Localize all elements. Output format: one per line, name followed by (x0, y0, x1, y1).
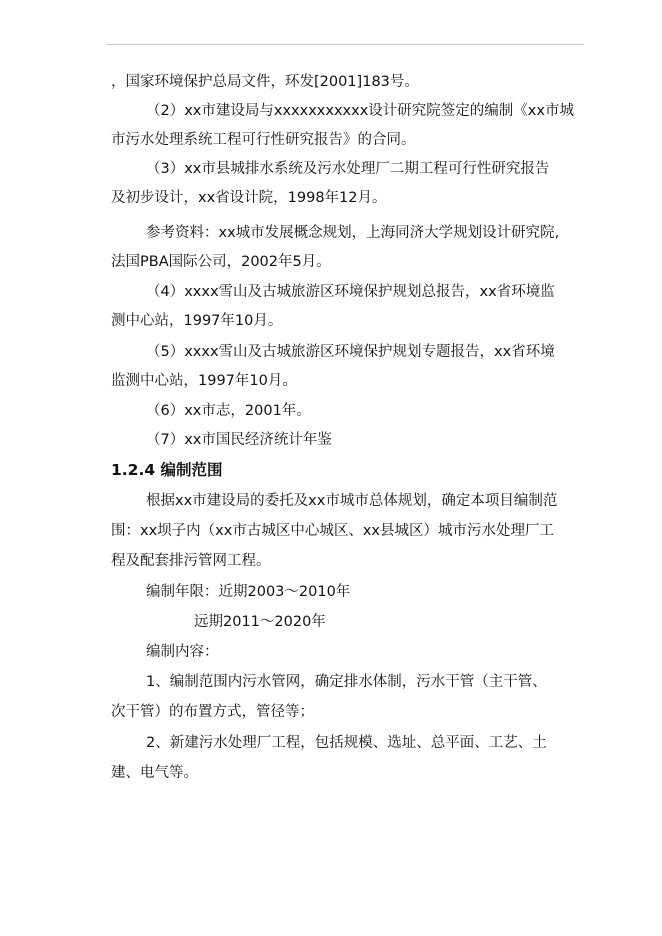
text-line: 次干管）的布置方式，管径等； (111, 704, 314, 720)
text-line: 法国PBA国际公司，2002年5月。 (111, 254, 331, 270)
text-line: （7）xx市国民经济统计年鉴 (146, 432, 332, 448)
text-line: 根据xx市建设局的委托及xx市城市总体规划，确定本项目编制范 (146, 493, 558, 509)
text-line: 2、新建污水处理厂工程，包括规模、选址、总平面、工艺、土 (146, 735, 547, 751)
text-line: （2）xx市建设局与xxxxxxxxxxx设计研究院签定的编制《xx市城 (146, 103, 574, 119)
text-line: ，国家环境保护总局文件，环发[2001]183号。 (111, 74, 419, 90)
text-line: （3）xx市县城排水系统及污水处理厂二期工程可行性研究报告 (146, 161, 550, 177)
text-line: 编制内容： (146, 644, 219, 660)
text-line: 程及配套排污管网工程。 (111, 553, 271, 569)
text-line: （6）xx市志，2001年。 (146, 403, 311, 419)
text-line: （5）xxxx雪山及古城旅游区环境保护规划专题报告，xx省环境 (146, 344, 555, 360)
text-line: 监测中心站，1997年10月。 (111, 373, 297, 389)
text-line: 市污水处理系统工程可行性研究报告》的合同。 (111, 132, 416, 148)
text-line: 围：xx坝子内（xx市古城区中心城区、xx县城区）城市污水处理厂工 (111, 523, 554, 539)
text-line: （4）xxxx雪山及古城旅游区环境保护规划总报告，xx省环境监 (146, 284, 555, 300)
header-rule (106, 44, 584, 45)
text-line: 1、编制范围内污水管网，确定排水体制，污水干管（主干管、 (146, 674, 547, 690)
section-heading: 1.2.4 编制范围 (111, 461, 223, 479)
text-line: 远期2011～2020年 (194, 614, 326, 630)
text-line: 及初步设计，xx省设计院，1998年12月。 (111, 190, 387, 206)
text-line: 参考资料：xx城市发展概念规划，上海同济大学规划设计研究院, (146, 225, 560, 241)
text-line: 测中心站，1997年10月。 (111, 313, 283, 329)
text-line: 编制年限：近期2003～2010年 (146, 584, 351, 600)
text-line: 建、电气等。 (111, 765, 198, 781)
